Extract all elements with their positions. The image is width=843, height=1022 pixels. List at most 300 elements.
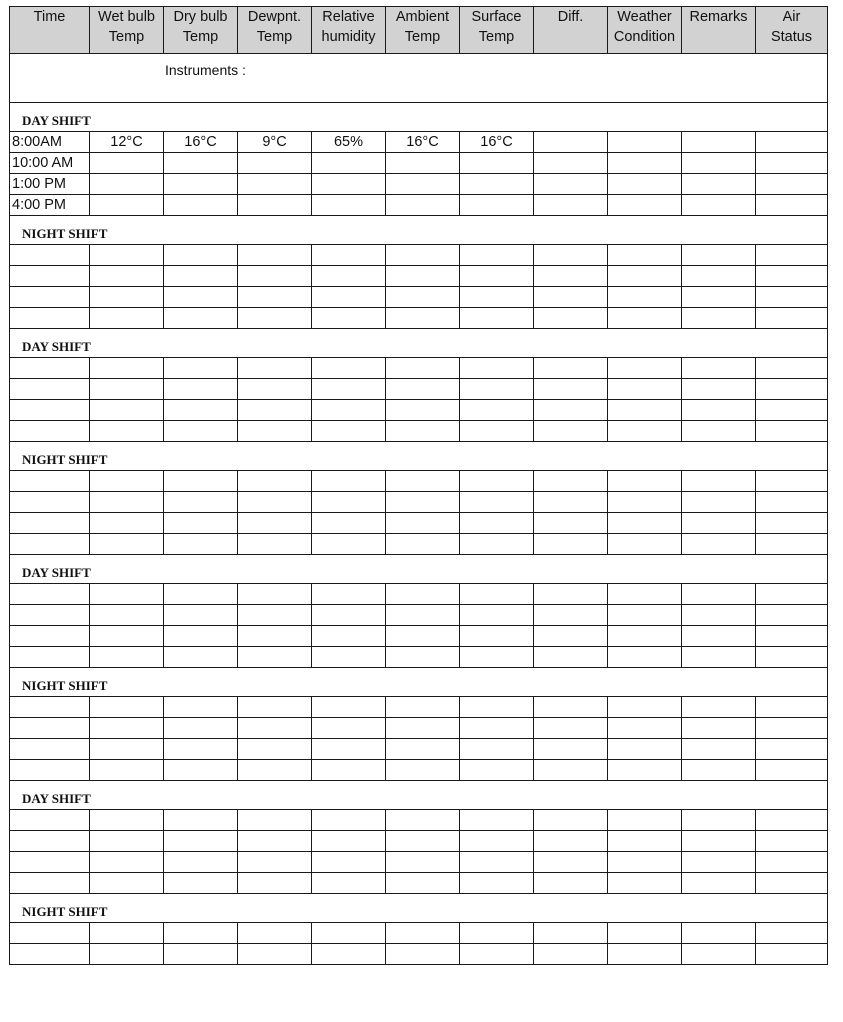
reading-cell[interactable] (756, 421, 828, 442)
time-cell[interactable]: 8:00AM (10, 132, 90, 153)
reading-cell[interactable] (682, 626, 756, 647)
reading-cell[interactable] (682, 718, 756, 739)
time-cell[interactable] (10, 358, 90, 379)
reading-cell[interactable] (386, 852, 460, 873)
reading-cell[interactable] (238, 287, 312, 308)
reading-cell[interactable] (534, 718, 608, 739)
reading-cell[interactable] (386, 358, 460, 379)
reading-cell[interactable] (756, 266, 828, 287)
reading-cell[interactable] (386, 195, 460, 216)
reading-cell[interactable] (164, 153, 238, 174)
reading-cell[interactable] (460, 923, 534, 944)
reading-cell[interactable] (312, 266, 386, 287)
reading-cell[interactable] (756, 739, 828, 760)
reading-cell[interactable] (238, 718, 312, 739)
reading-cell[interactable] (756, 605, 828, 626)
time-cell[interactable]: 1:00 PM (10, 174, 90, 195)
reading-cell[interactable] (164, 379, 238, 400)
reading-cell[interactable] (534, 513, 608, 534)
reading-cell[interactable] (164, 852, 238, 873)
reading-cell[interactable] (90, 697, 164, 718)
reading-cell[interactable] (608, 287, 682, 308)
reading-cell[interactable] (756, 153, 828, 174)
reading-cell[interactable] (238, 471, 312, 492)
reading-cell[interactable] (460, 492, 534, 513)
reading-cell[interactable] (460, 810, 534, 831)
reading-cell[interactable] (534, 831, 608, 852)
reading-cell[interactable] (312, 647, 386, 668)
reading-cell[interactable] (90, 379, 164, 400)
reading-cell[interactable] (534, 132, 608, 153)
reading-cell[interactable] (756, 174, 828, 195)
reading-cell[interactable] (312, 810, 386, 831)
reading-cell[interactable] (756, 245, 828, 266)
reading-cell[interactable] (682, 810, 756, 831)
reading-cell[interactable] (460, 308, 534, 329)
reading-cell[interactable] (608, 266, 682, 287)
reading-cell[interactable] (534, 195, 608, 216)
reading-cell[interactable] (164, 584, 238, 605)
reading-cell[interactable] (164, 697, 238, 718)
time-cell[interactable] (10, 923, 90, 944)
reading-cell[interactable]: 16°C (386, 132, 460, 153)
time-cell[interactable] (10, 534, 90, 555)
reading-cell[interactable] (756, 852, 828, 873)
reading-cell[interactable] (534, 379, 608, 400)
reading-cell[interactable] (386, 287, 460, 308)
reading-cell[interactable] (238, 944, 312, 965)
reading-cell[interactable] (90, 421, 164, 442)
reading-cell[interactable] (312, 718, 386, 739)
reading-cell[interactable] (608, 697, 682, 718)
time-cell[interactable] (10, 513, 90, 534)
reading-cell[interactable] (682, 852, 756, 873)
reading-cell[interactable] (90, 174, 164, 195)
reading-cell[interactable] (312, 471, 386, 492)
reading-cell[interactable] (90, 245, 164, 266)
reading-cell[interactable] (460, 697, 534, 718)
reading-cell[interactable] (164, 358, 238, 379)
reading-cell[interactable] (534, 266, 608, 287)
reading-cell[interactable]: 9°C (238, 132, 312, 153)
reading-cell[interactable] (238, 513, 312, 534)
reading-cell[interactable] (756, 923, 828, 944)
reading-cell[interactable] (682, 266, 756, 287)
reading-cell[interactable] (386, 153, 460, 174)
reading-cell[interactable] (90, 584, 164, 605)
reading-cell[interactable] (460, 421, 534, 442)
reading-cell[interactable] (312, 534, 386, 555)
reading-cell[interactable] (238, 739, 312, 760)
reading-cell[interactable] (756, 492, 828, 513)
reading-cell[interactable] (312, 944, 386, 965)
reading-cell[interactable] (682, 944, 756, 965)
reading-cell[interactable] (756, 358, 828, 379)
reading-cell[interactable] (682, 245, 756, 266)
reading-cell[interactable] (608, 421, 682, 442)
reading-cell[interactable] (386, 421, 460, 442)
reading-cell[interactable] (238, 697, 312, 718)
reading-cell[interactable] (682, 647, 756, 668)
reading-cell[interactable] (460, 626, 534, 647)
reading-cell[interactable] (460, 605, 534, 626)
reading-cell[interactable] (312, 153, 386, 174)
reading-cell[interactable] (756, 379, 828, 400)
reading-cell[interactable] (460, 266, 534, 287)
reading-cell[interactable] (756, 400, 828, 421)
reading-cell[interactable] (534, 421, 608, 442)
reading-cell[interactable] (238, 873, 312, 894)
reading-cell[interactable] (90, 266, 164, 287)
reading-cell[interactable] (386, 739, 460, 760)
reading-cell[interactable] (682, 358, 756, 379)
reading-cell[interactable] (312, 492, 386, 513)
reading-cell[interactable] (460, 287, 534, 308)
reading-cell[interactable] (682, 174, 756, 195)
reading-cell[interactable] (608, 760, 682, 781)
time-cell[interactable]: 4:00 PM (10, 195, 90, 216)
reading-cell[interactable] (312, 245, 386, 266)
time-cell[interactable] (10, 647, 90, 668)
reading-cell[interactable] (756, 195, 828, 216)
reading-cell[interactable] (460, 852, 534, 873)
time-cell[interactable] (10, 308, 90, 329)
reading-cell[interactable] (608, 810, 682, 831)
reading-cell[interactable] (756, 308, 828, 329)
reading-cell[interactable] (682, 873, 756, 894)
time-cell[interactable] (10, 831, 90, 852)
reading-cell[interactable] (386, 584, 460, 605)
time-cell[interactable] (10, 760, 90, 781)
reading-cell[interactable] (608, 471, 682, 492)
reading-cell[interactable] (608, 852, 682, 873)
reading-cell[interactable] (90, 831, 164, 852)
reading-cell[interactable]: 12°C (90, 132, 164, 153)
time-cell[interactable] (10, 584, 90, 605)
reading-cell[interactable] (90, 513, 164, 534)
reading-cell[interactable] (386, 810, 460, 831)
reading-cell[interactable] (164, 245, 238, 266)
reading-cell[interactable] (312, 287, 386, 308)
reading-cell[interactable] (164, 513, 238, 534)
reading-cell[interactable] (164, 195, 238, 216)
time-cell[interactable] (10, 492, 90, 513)
reading-cell[interactable] (386, 174, 460, 195)
reading-cell[interactable] (534, 810, 608, 831)
reading-cell[interactable] (682, 132, 756, 153)
reading-cell[interactable] (534, 760, 608, 781)
reading-cell[interactable] (386, 266, 460, 287)
reading-cell[interactable] (682, 195, 756, 216)
reading-cell[interactable] (608, 739, 682, 760)
reading-cell[interactable] (90, 739, 164, 760)
reading-cell[interactable] (238, 174, 312, 195)
reading-cell[interactable] (164, 739, 238, 760)
reading-cell[interactable] (238, 852, 312, 873)
reading-cell[interactable] (386, 492, 460, 513)
reading-cell[interactable] (90, 718, 164, 739)
reading-cell[interactable] (312, 584, 386, 605)
reading-cell[interactable] (238, 605, 312, 626)
reading-cell[interactable] (238, 923, 312, 944)
reading-cell[interactable] (460, 534, 534, 555)
reading-cell[interactable] (534, 626, 608, 647)
reading-cell[interactable] (164, 831, 238, 852)
reading-cell[interactable] (608, 132, 682, 153)
reading-cell[interactable] (682, 513, 756, 534)
reading-cell[interactable] (164, 400, 238, 421)
reading-cell[interactable] (608, 195, 682, 216)
reading-cell[interactable] (386, 400, 460, 421)
reading-cell[interactable] (312, 873, 386, 894)
reading-cell[interactable] (534, 697, 608, 718)
reading-cell[interactable] (682, 421, 756, 442)
reading-cell[interactable] (90, 760, 164, 781)
reading-cell[interactable] (312, 760, 386, 781)
reading-cell[interactable] (90, 471, 164, 492)
reading-cell[interactable] (682, 831, 756, 852)
reading-cell[interactable] (534, 492, 608, 513)
reading-cell[interactable] (90, 492, 164, 513)
reading-cell[interactable] (608, 400, 682, 421)
reading-cell[interactable] (682, 287, 756, 308)
reading-cell[interactable] (608, 605, 682, 626)
reading-cell[interactable] (534, 245, 608, 266)
reading-cell[interactable]: 16°C (164, 132, 238, 153)
reading-cell[interactable] (682, 379, 756, 400)
time-cell[interactable] (10, 421, 90, 442)
reading-cell[interactable] (460, 944, 534, 965)
reading-cell[interactable] (608, 923, 682, 944)
reading-cell[interactable] (608, 718, 682, 739)
reading-cell[interactable] (386, 513, 460, 534)
reading-cell[interactable] (608, 626, 682, 647)
reading-cell[interactable] (386, 873, 460, 894)
reading-cell[interactable] (386, 760, 460, 781)
reading-cell[interactable] (164, 287, 238, 308)
reading-cell[interactable] (608, 534, 682, 555)
reading-cell[interactable] (534, 400, 608, 421)
reading-cell[interactable] (386, 308, 460, 329)
reading-cell[interactable] (238, 831, 312, 852)
reading-cell[interactable] (164, 421, 238, 442)
reading-cell[interactable] (756, 873, 828, 894)
reading-cell[interactable] (756, 132, 828, 153)
reading-cell[interactable] (164, 308, 238, 329)
reading-cell[interactable] (682, 739, 756, 760)
reading-cell[interactable] (164, 471, 238, 492)
reading-cell[interactable] (312, 923, 386, 944)
reading-cell[interactable] (460, 400, 534, 421)
reading-cell[interactable] (682, 923, 756, 944)
reading-cell[interactable] (756, 944, 828, 965)
reading-cell[interactable] (164, 174, 238, 195)
time-cell[interactable]: 10:00 AM (10, 153, 90, 174)
reading-cell[interactable] (682, 492, 756, 513)
reading-cell[interactable] (756, 534, 828, 555)
reading-cell[interactable] (534, 287, 608, 308)
reading-cell[interactable] (386, 831, 460, 852)
reading-cell[interactable] (238, 492, 312, 513)
reading-cell[interactable] (238, 534, 312, 555)
reading-cell[interactable] (238, 810, 312, 831)
reading-cell[interactable] (164, 923, 238, 944)
reading-cell[interactable] (164, 534, 238, 555)
reading-cell[interactable] (608, 584, 682, 605)
reading-cell[interactable] (164, 760, 238, 781)
reading-cell[interactable] (238, 421, 312, 442)
reading-cell[interactable] (312, 308, 386, 329)
reading-cell[interactable] (238, 308, 312, 329)
reading-cell[interactable] (238, 760, 312, 781)
reading-cell[interactable] (90, 358, 164, 379)
reading-cell[interactable]: 65% (312, 132, 386, 153)
time-cell[interactable] (10, 697, 90, 718)
reading-cell[interactable] (386, 379, 460, 400)
reading-cell[interactable] (238, 245, 312, 266)
reading-cell[interactable] (534, 174, 608, 195)
reading-cell[interactable] (386, 534, 460, 555)
reading-cell[interactable] (756, 810, 828, 831)
time-cell[interactable] (10, 810, 90, 831)
reading-cell[interactable] (312, 400, 386, 421)
reading-cell[interactable] (238, 584, 312, 605)
reading-cell[interactable] (460, 153, 534, 174)
reading-cell[interactable] (238, 358, 312, 379)
reading-cell[interactable] (460, 718, 534, 739)
reading-cell[interactable] (460, 831, 534, 852)
reading-cell[interactable] (90, 852, 164, 873)
reading-cell[interactable] (90, 944, 164, 965)
reading-cell[interactable] (756, 831, 828, 852)
time-cell[interactable] (10, 852, 90, 873)
reading-cell[interactable] (534, 647, 608, 668)
reading-cell[interactable] (756, 626, 828, 647)
reading-cell[interactable] (164, 647, 238, 668)
time-cell[interactable] (10, 400, 90, 421)
time-cell[interactable] (10, 266, 90, 287)
reading-cell[interactable] (164, 944, 238, 965)
reading-cell[interactable] (164, 492, 238, 513)
reading-cell[interactable] (608, 358, 682, 379)
reading-cell[interactable] (460, 513, 534, 534)
time-cell[interactable] (10, 873, 90, 894)
reading-cell[interactable] (238, 266, 312, 287)
reading-cell[interactable] (534, 923, 608, 944)
reading-cell[interactable] (682, 697, 756, 718)
time-cell[interactable] (10, 379, 90, 400)
reading-cell[interactable] (312, 739, 386, 760)
reading-cell[interactable] (534, 308, 608, 329)
reading-cell[interactable] (756, 697, 828, 718)
reading-cell[interactable] (312, 605, 386, 626)
reading-cell[interactable] (460, 584, 534, 605)
reading-cell[interactable] (460, 174, 534, 195)
reading-cell[interactable] (608, 308, 682, 329)
reading-cell[interactable] (534, 358, 608, 379)
reading-cell[interactable] (90, 647, 164, 668)
reading-cell[interactable] (460, 358, 534, 379)
reading-cell[interactable] (534, 584, 608, 605)
reading-cell[interactable] (90, 923, 164, 944)
reading-cell[interactable] (386, 605, 460, 626)
reading-cell[interactable] (608, 513, 682, 534)
reading-cell[interactable] (312, 513, 386, 534)
reading-cell[interactable] (756, 647, 828, 668)
reading-cell[interactable] (682, 400, 756, 421)
reading-cell[interactable] (386, 923, 460, 944)
reading-cell[interactable] (756, 760, 828, 781)
reading-cell[interactable] (460, 195, 534, 216)
reading-cell[interactable] (312, 831, 386, 852)
reading-cell[interactable] (682, 153, 756, 174)
reading-cell[interactable] (534, 471, 608, 492)
reading-cell[interactable] (682, 308, 756, 329)
reading-cell[interactable] (386, 471, 460, 492)
reading-cell[interactable] (312, 195, 386, 216)
reading-cell[interactable] (90, 873, 164, 894)
reading-cell[interactable] (90, 626, 164, 647)
reading-cell[interactable] (90, 810, 164, 831)
reading-cell[interactable] (90, 195, 164, 216)
reading-cell[interactable] (312, 379, 386, 400)
reading-cell[interactable] (460, 739, 534, 760)
reading-cell[interactable] (756, 513, 828, 534)
reading-cell[interactable] (534, 852, 608, 873)
reading-cell[interactable] (608, 492, 682, 513)
reading-cell[interactable] (90, 400, 164, 421)
reading-cell[interactable] (608, 174, 682, 195)
reading-cell[interactable] (534, 153, 608, 174)
time-cell[interactable] (10, 739, 90, 760)
reading-cell[interactable] (386, 718, 460, 739)
reading-cell[interactable] (756, 287, 828, 308)
reading-cell[interactable] (164, 810, 238, 831)
reading-cell[interactable] (534, 873, 608, 894)
reading-cell[interactable] (460, 245, 534, 266)
reading-cell[interactable] (90, 153, 164, 174)
reading-cell[interactable] (90, 605, 164, 626)
reading-cell[interactable] (312, 697, 386, 718)
reading-cell[interactable] (386, 944, 460, 965)
reading-cell[interactable] (756, 718, 828, 739)
reading-cell[interactable] (164, 718, 238, 739)
time-cell[interactable] (10, 245, 90, 266)
reading-cell[interactable] (534, 534, 608, 555)
reading-cell[interactable] (312, 852, 386, 873)
time-cell[interactable] (10, 626, 90, 647)
reading-cell[interactable] (164, 266, 238, 287)
reading-cell[interactable] (312, 421, 386, 442)
time-cell[interactable] (10, 605, 90, 626)
reading-cell[interactable] (238, 195, 312, 216)
reading-cell[interactable] (534, 944, 608, 965)
reading-cell[interactable] (90, 534, 164, 555)
reading-cell[interactable] (90, 308, 164, 329)
reading-cell[interactable] (460, 873, 534, 894)
time-cell[interactable] (10, 944, 90, 965)
reading-cell[interactable] (460, 647, 534, 668)
reading-cell[interactable] (238, 153, 312, 174)
time-cell[interactable] (10, 471, 90, 492)
time-cell[interactable] (10, 718, 90, 739)
reading-cell[interactable] (608, 944, 682, 965)
reading-cell[interactable] (312, 174, 386, 195)
reading-cell[interactable] (608, 873, 682, 894)
reading-cell[interactable] (756, 584, 828, 605)
reading-cell[interactable] (608, 831, 682, 852)
reading-cell[interactable] (238, 400, 312, 421)
